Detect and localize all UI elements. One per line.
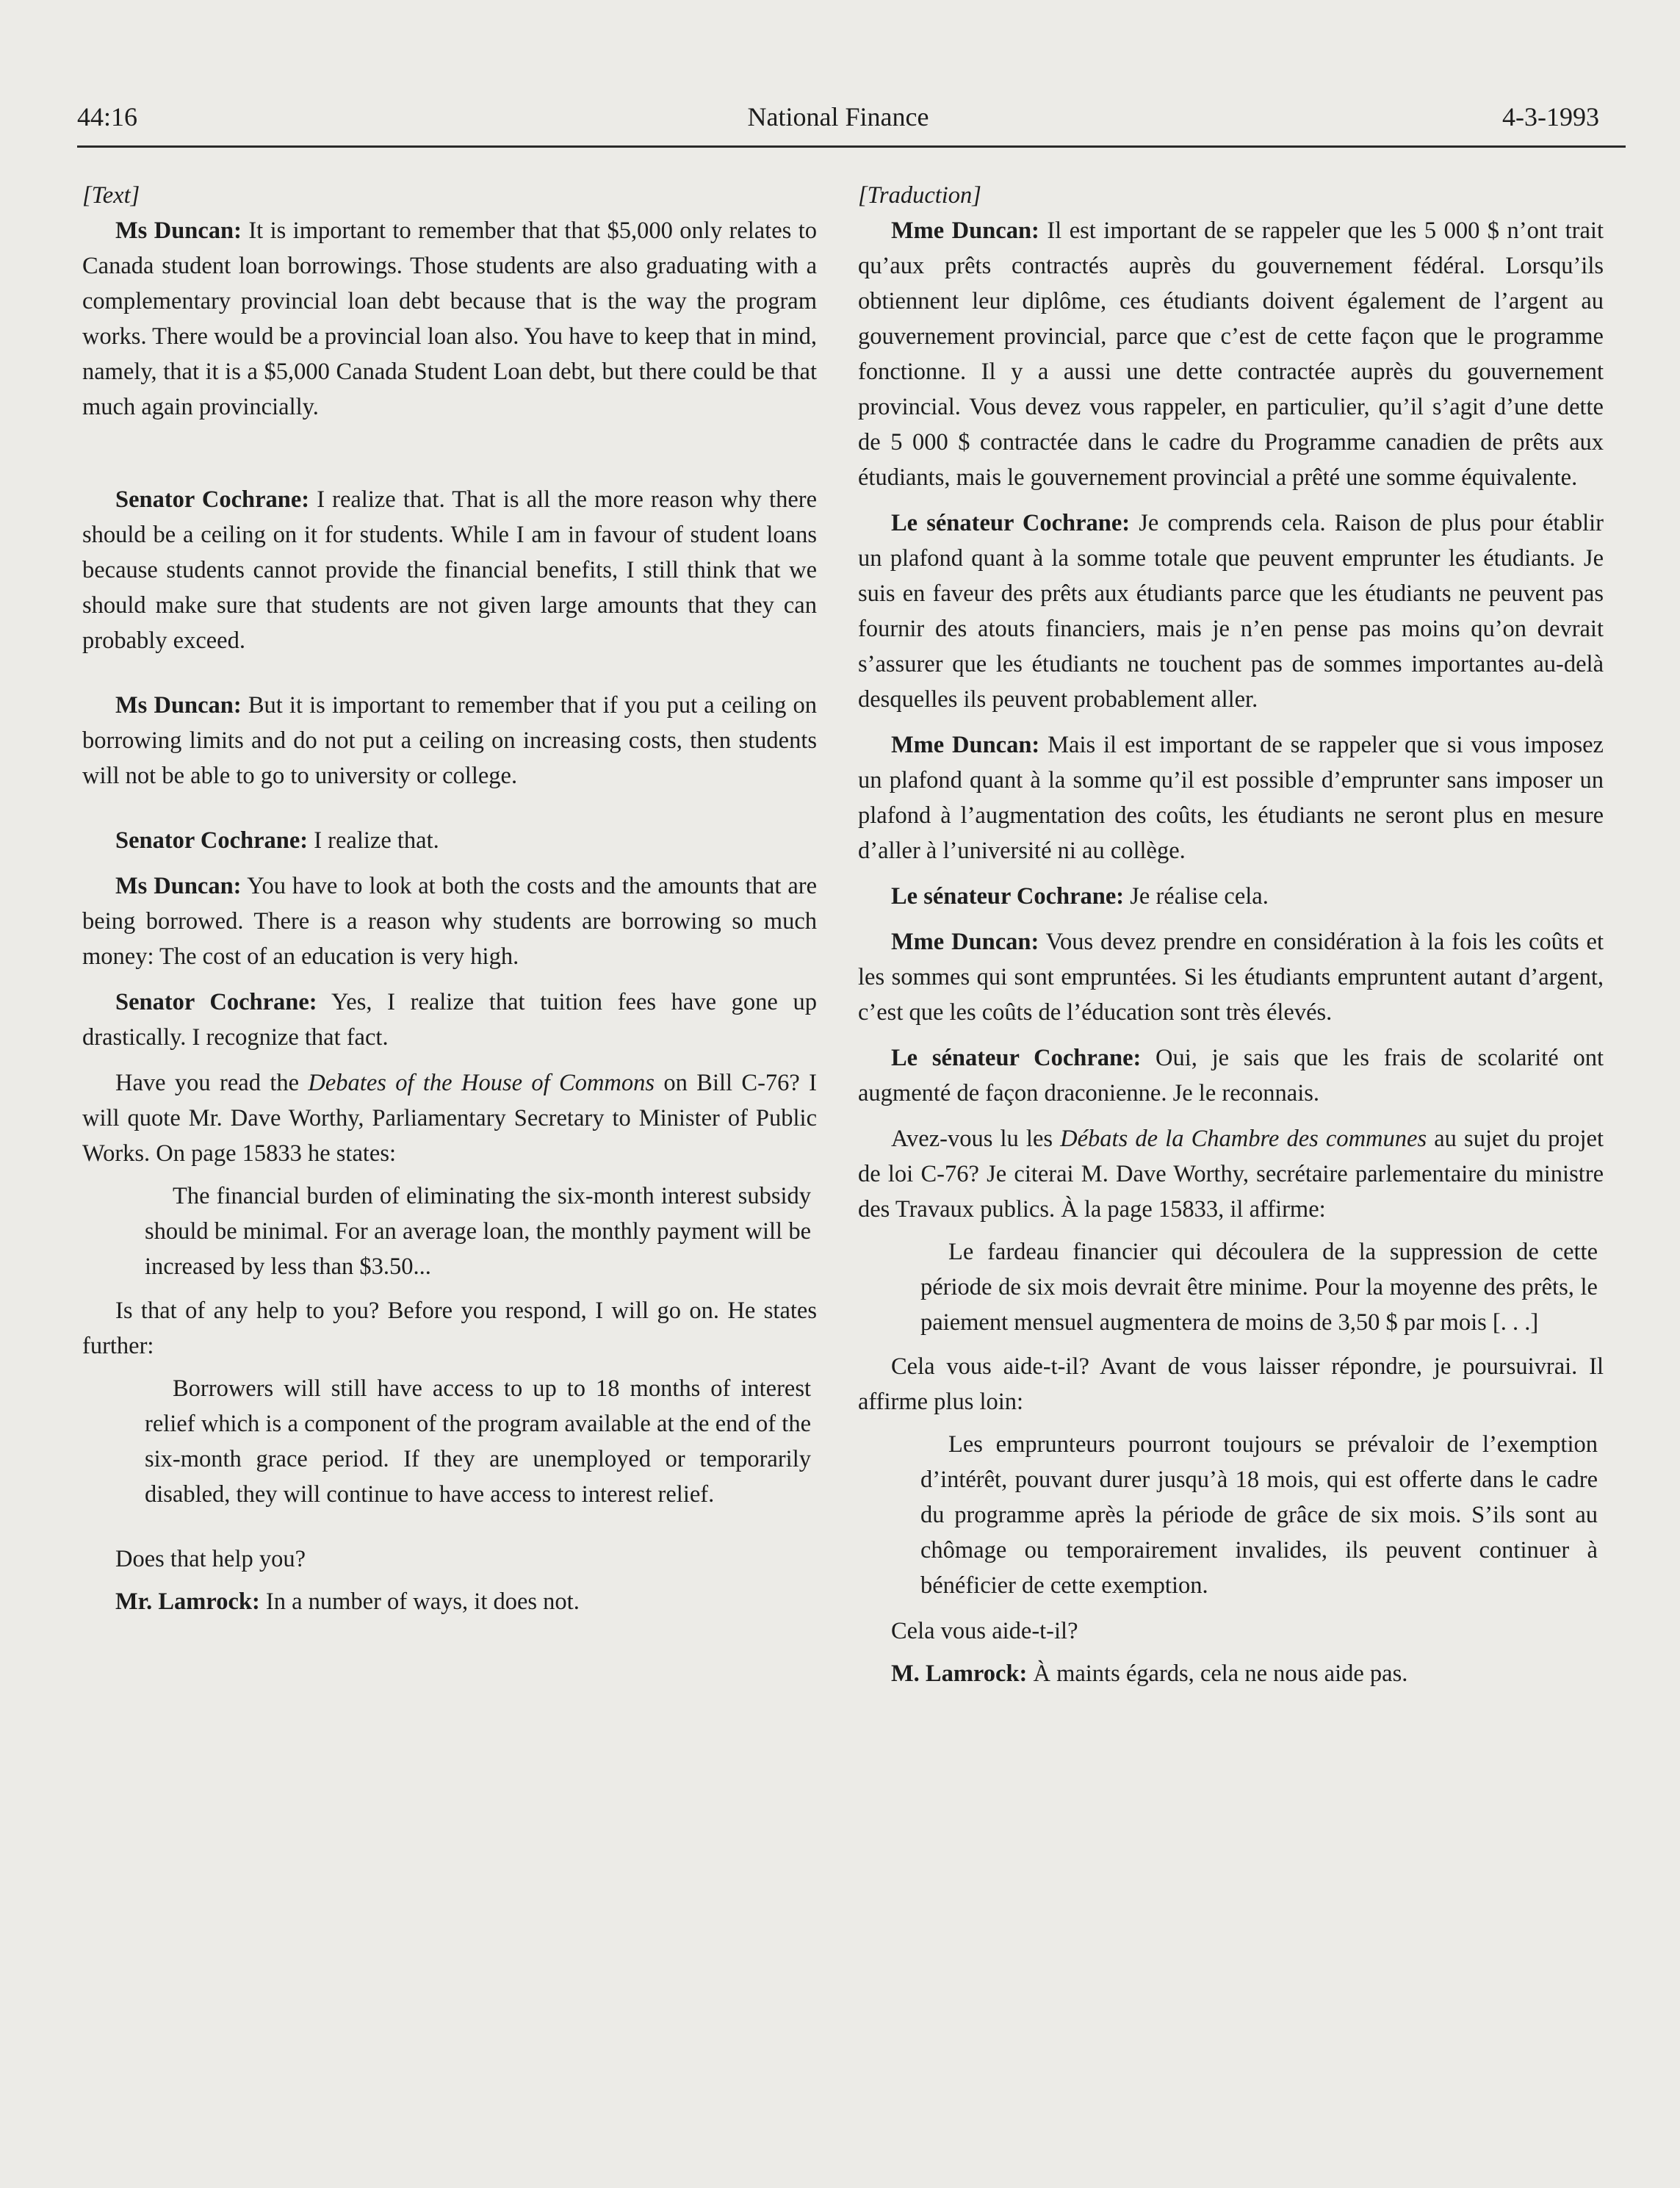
paragraph [82, 868, 817, 974]
speaker-name: Senator Cochrane: [115, 486, 310, 513]
speech-text: Je comprends cela. Raison de plus pour établir un plafond quant à la somme totale que peuvent emprunter les étudiants. Je suis en faveur des prêts aux étudiants parce que les étudiants ne peuvent pas fournir des atouts financiers, mais je n’en pense pas moins qu’on devrait s’assurer que les étudiants ne touchent pas de sommes importantes au-delà desquelles ils peuvent probablement aller. [858, 510, 1604, 713]
speaker-name: M. Lamrock: [891, 1660, 1028, 1687]
language-marker: [Text] [82, 182, 140, 209]
speech-text: It is important to remember that that $5,000 only relates to Canada student loan borrowings. Those students are also graduating with a complementary provincial loan debt because that is the way the program works. There would be a provincial loan also. You have to keep that in mind, namely, that it is a $5,000 Canada Student Loan debt, but there could be that much again provincially. [82, 217, 817, 420]
speech-text: Vous devez prendre en considération à la fois les coûts et les sommes qui sont empruntées. Si les étudiants empruntent autant d’argent, c’est que les coûts de l’éducation sont très élevés. [858, 929, 1604, 1026]
page-number: 44:16 [77, 102, 138, 132]
speech-text: In a number of ways, it does not. [259, 1588, 580, 1615]
paragraph [858, 505, 1604, 717]
speaker-name: Ms Duncan: [115, 217, 242, 244]
french-column [858, 178, 1604, 1699]
paragraph [858, 727, 1604, 868]
paragraph: Have you read the Debates of the House of Commons on Bill C-76? I will quote Mr. Dave Worthy, Parliamentary Secretary to Minister of Public Works. On page 15833 he states: [82, 1070, 818, 1167]
paragraph [82, 688, 817, 793]
paragraph [858, 1040, 1604, 1111]
paragraph: Avez-vous lu les Débats de la Chambre des communes au sujet du projet de loi C-76? Je citerai M. Dave Worthy, secrétaire parlementaire du ministre des Travaux publics. À la page 15833, il affirme: [858, 1126, 1604, 1223]
speaker-name: Mr. Lamrock: [115, 1588, 260, 1615]
block-quote: The financial burden of eliminating the six-month interest subsidy should be minimal. For an average loan, the monthly payment will be increased by less than $3.50... [145, 1183, 811, 1280]
block-quote: Le fardeau financier qui découlera de la suppression de cette période de six mois devrait être minime. Pour la moyenne des prêts, le paiement mensuel augmentera de moins de 3,50 $ par mois [. . .] [920, 1239, 1598, 1336]
paragraph: Cela vous aide-t-il? [891, 1618, 1078, 1644]
speech-text: Yes, I realize that tuition fees have gone up drastically. I recognize that fact. [82, 989, 817, 1051]
paragraph [82, 482, 817, 658]
speaker-name: Mme Duncan: [891, 929, 1039, 955]
publication-citation: Debates of the House of Commons [308, 1070, 655, 1096]
speech-text: You have to look at both the costs and the amounts that are being borrowed. There is a reason why students are borrowing so much money: The cost of an education is very high. [82, 873, 817, 970]
speaker-name: Ms Duncan: [115, 692, 242, 719]
block-quote: Borrowers will still have access to up to 18 months of interest relief which is a component of the program available at the end of the six-month grace period. If they are unemployed or temporarily disabled, they will continue to have access to interest relief. [145, 1375, 811, 1508]
english-column [82, 178, 817, 1627]
speaker-name: Mme Duncan: [891, 732, 1040, 758]
speech-text: Oui, je sais que les frais de scolarité ont augmenté de façon draconienne. Je le reconnais. [858, 1045, 1604, 1106]
speech-text: Je réalise cela. [1124, 883, 1269, 910]
speech-text: Il est important de se rappeler que les 5 000 $ n’ont trait qu’aux prêts contractés auprès du gouvernement fédéral. Lorsqu’ils obtiennent leur diplôme, ces étudiants doivent également de l’argent au gouvernement provincial, parce que c’est de cette façon que le programme fonctionne. Il y a aussi une dette contractée auprès du gouvernement provincial. Vous devez vous rappeler, en particulier, qu’il s’agit d’une dette de 5 000 $ contractée dans le cadre du Programme canadien de prêts aux étudiants, mais le gouvernement provincial a prêté une somme équivalente. [858, 217, 1604, 491]
header-rule [77, 145, 1626, 148]
paragraph [82, 985, 817, 1055]
paragraph [82, 1584, 817, 1619]
paragraph [858, 879, 1604, 914]
speaker-name: Le sénateur Cochrane: [891, 883, 1125, 910]
publication-title: National Finance [747, 102, 929, 132]
speech-text: I realize that. That is all the more reason why there should be a ceiling on it for students. While I am in favour of student loans because students cannot provide the financial benefits, I still think that we should make sure that students are not given large amounts that they can probably exceed. [82, 486, 817, 654]
speech-text: I realize that. [308, 827, 439, 854]
speaker-name: Senator Cochrane: [115, 989, 317, 1015]
speech-text: À maints égards, cela ne nous aide pas. [1027, 1660, 1408, 1687]
paragraph: Cela vous aide-t-il? Avant de vous laisser répondre, je poursuivrai. Il affirme plus loin: [858, 1353, 1604, 1415]
paragraph [82, 213, 817, 425]
speech-text: But it is important to remember that if you put a ceiling on borrowing limits and do not put a ceiling on increasing costs, then students will not be able to go to university or college. [82, 692, 817, 789]
page-header [77, 101, 1599, 145]
paragraph [82, 823, 817, 858]
block-quote: Les emprunteurs pourront toujours se prévaloir de l’exemption d’intérêt, pouvant durer jusqu’à 18 mois, qui est offerte dans le cadre du programme après la période de grâce de six mois. S’ils sont au chômage ou temporairement invalides, ils peuvent continuer à bénéficier de cette exemption. [920, 1431, 1598, 1599]
paragraph [858, 1656, 1604, 1691]
paragraph: Is that of any help to you? Before you respond, I will go on. He states further: [82, 1298, 817, 1359]
speaker-name: Le sénateur Cochrane: [891, 1045, 1142, 1071]
paragraph [858, 924, 1604, 1030]
paragraph: Does that help you? [115, 1546, 306, 1572]
issue-date: 4-3-1993 [1502, 102, 1599, 132]
language-marker: [Traduction] [858, 182, 981, 209]
speaker-name: Senator Cochrane: [115, 827, 309, 854]
speaker-name: Le sénateur Cochrane: [891, 510, 1131, 536]
speaker-name: Mme Duncan: [891, 217, 1039, 244]
publication-citation: Débats de la Chambre des communes [1060, 1126, 1427, 1152]
speaker-name: Ms Duncan: [115, 873, 242, 899]
paragraph [858, 213, 1604, 495]
speech-text: Mais il est important de se rappeler que si vous imposez un plafond quant à la somme qu’il est possible d’emprunter sans imposer un plafond à l’augmentation des coûts, les étudiants ne seront plus en mesure d’aller à l’université ni au collège. [858, 732, 1604, 864]
